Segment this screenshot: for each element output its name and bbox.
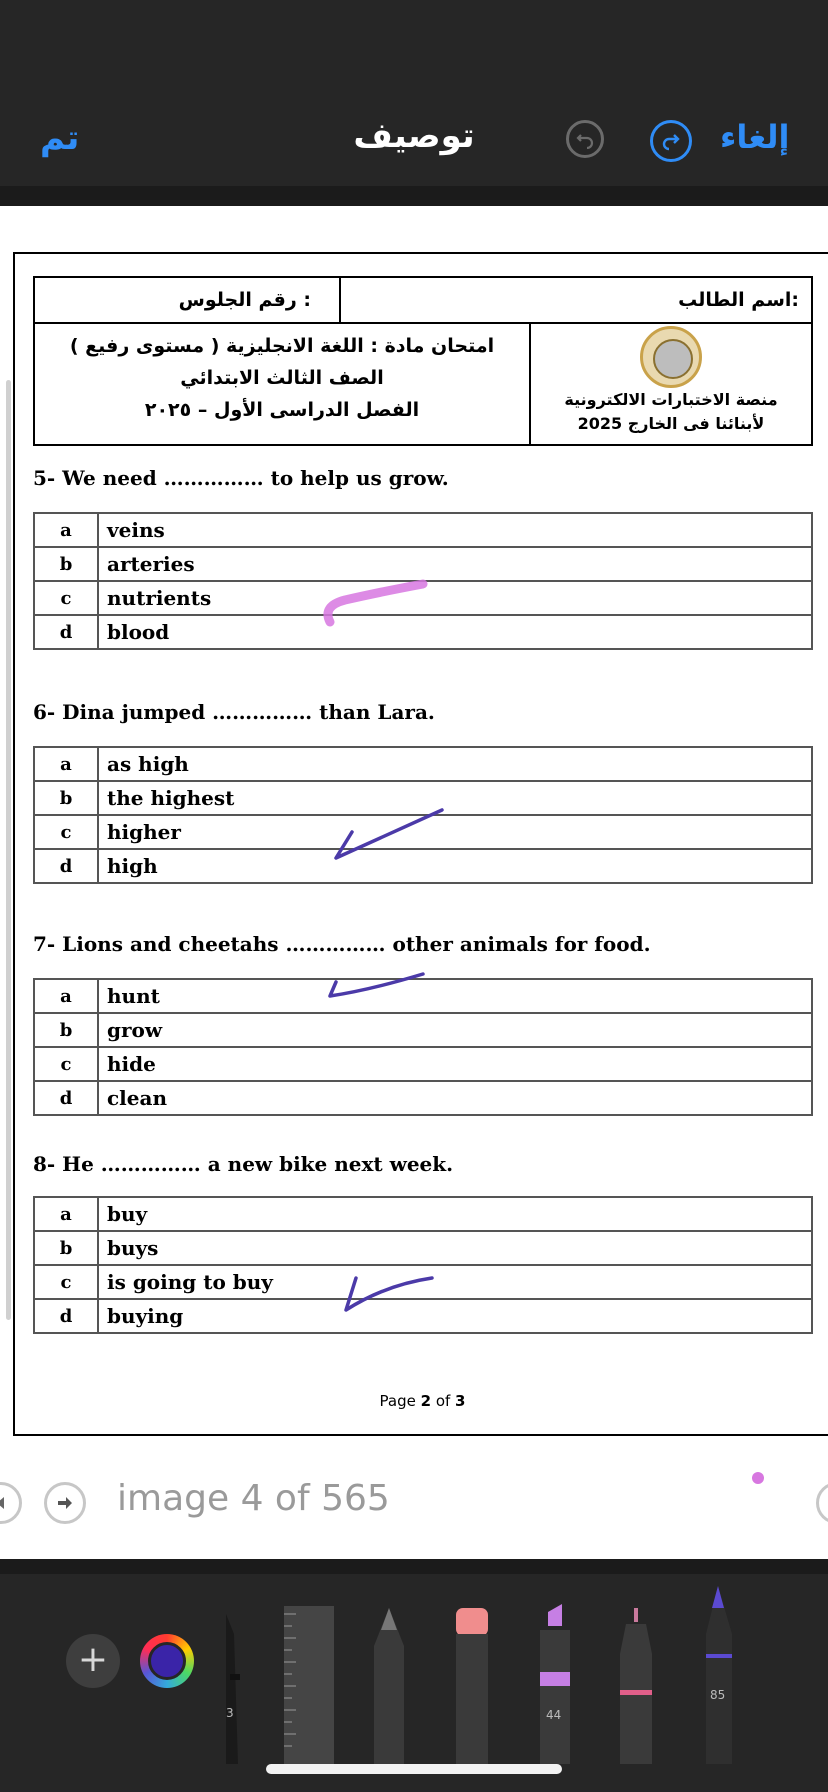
platform-subtitle: لأبنائنا فى الخارج 2025: [577, 414, 765, 433]
question-7: 7- Lions and cheetahs …………… other animals for food.: [33, 932, 651, 956]
footer-page-number: 2: [420, 1392, 432, 1410]
question-6: 6- Dina jumped …………… than Lara.: [33, 700, 435, 724]
footer-of: of: [431, 1392, 456, 1410]
previous-button[interactable]: [0, 1482, 22, 1524]
highlighter-dot: [752, 1472, 764, 1484]
highlighter-width-label: 44: [546, 1708, 562, 1722]
crayon-width-label: 85: [710, 1688, 726, 1702]
option-letter: d: [34, 1299, 98, 1333]
option-text: hide: [98, 1047, 812, 1081]
arrow-left-icon: [0, 1494, 10, 1512]
question-5: 5- We need …………… to help us grow.: [33, 466, 449, 490]
option-text: is going to buy: [98, 1265, 812, 1299]
pen-check-mark: [330, 974, 423, 996]
option-letter: d: [34, 849, 98, 883]
tool-shelf: [0, 1574, 828, 1764]
arrow-right-icon: [56, 1494, 74, 1512]
fine-marker-tool[interactable]: [620, 1608, 652, 1764]
option-letter: b: [34, 1231, 98, 1265]
plus-icon: +: [77, 1639, 109, 1680]
option-letter: b: [34, 1013, 98, 1047]
option-text: as high: [98, 747, 812, 781]
pen-width-label: 3: [226, 1706, 234, 1720]
option-text: buying: [98, 1299, 812, 1333]
option-letter: a: [34, 513, 98, 547]
platform-name: منصة الاختبارات الالكترونية: [564, 390, 778, 409]
option-letter: c: [34, 1265, 98, 1299]
image-navigation: [0, 1460, 828, 1546]
option-text: high: [98, 849, 812, 883]
option-text: blood: [98, 615, 812, 649]
option-letter: d: [34, 615, 98, 649]
pen-check-mark: [336, 810, 442, 858]
option-text: clean: [98, 1081, 812, 1115]
option-text: buys: [98, 1231, 812, 1265]
divider-strip: [0, 1559, 828, 1574]
option-letter: a: [34, 979, 98, 1013]
home-indicator[interactable]: [266, 1764, 562, 1774]
exam-term: الفصل الدراسى الأول – ٢٠٢٥: [144, 399, 420, 421]
option-letter: c: [34, 815, 98, 849]
ruler-tool[interactable]: [284, 1606, 334, 1764]
option-text: higher: [98, 815, 812, 849]
option-letter: a: [34, 747, 98, 781]
highlighter-tool[interactable]: [540, 1604, 570, 1764]
option-text: grow: [98, 1013, 812, 1047]
footer-page-total: 3: [455, 1392, 466, 1410]
exam-grade: الصف الثالث الابتدائي: [180, 367, 384, 389]
footer-prefix: Page: [379, 1392, 421, 1410]
option-text: buy: [98, 1197, 812, 1231]
cancel-button[interactable]: إلغاء: [720, 118, 790, 156]
image-counter: image 4 of 565: [117, 1478, 390, 1519]
markup-toolbar: [0, 1574, 828, 1792]
eraser-tool[interactable]: [456, 1608, 488, 1764]
option-letter: c: [34, 1047, 98, 1081]
question-8: 8- He …………… a new bike next week.: [33, 1152, 454, 1176]
option-text: hunt: [98, 979, 812, 1013]
option-letter: c: [34, 581, 98, 615]
option-letter: b: [34, 781, 98, 815]
crayon-tool[interactable]: [706, 1586, 732, 1764]
highlighter-check-mark: [328, 584, 423, 622]
option-letter: d: [34, 1081, 98, 1115]
option-letter: b: [34, 547, 98, 581]
option-letter: a: [34, 1197, 98, 1231]
toolbar-title: توصيف: [353, 116, 475, 156]
pencil-tool[interactable]: [374, 1608, 404, 1764]
option-text: arteries: [98, 547, 812, 581]
done-button[interactable]: تم: [40, 118, 80, 158]
student-name-label: اسم الطالب:: [678, 289, 799, 311]
option-text: nutrients: [98, 581, 812, 615]
next-button[interactable]: [44, 1482, 86, 1524]
exam-title: امتحان مادة : اللغة الانجليزية ( مستوى رفيع ): [69, 335, 495, 357]
option-text: veins: [98, 513, 812, 547]
option-text: the highest: [98, 781, 812, 815]
pen-check-mark: [346, 1278, 432, 1310]
pen-tool[interactable]: [226, 1614, 240, 1764]
seat-number-label: رقم الجلوس :: [35, 278, 341, 322]
